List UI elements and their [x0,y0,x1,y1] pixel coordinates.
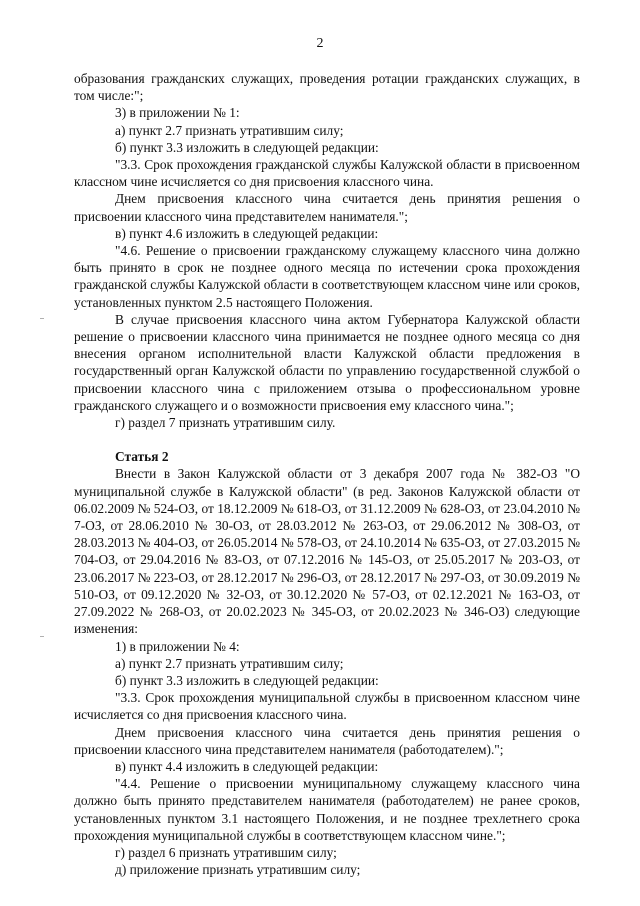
list-item: в) пункт 4.4 изложить в следующей редакции: [115,758,379,774]
list-item: 3) в приложении № 1: [115,105,240,121]
list-item: а) пункт 2.7 признать утратившим силу; [115,655,344,671]
margin-mark [40,318,44,319]
quoted-paragraph: Днем присвоения классного чина считается день принятия решения о присвоении классного чина представителем нанимателя (работодателем)."; [74,724,580,757]
list-item: б) пункт 3.3 изложить в следующей редакции: [115,139,379,155]
paragraph: образования гражданских служащих, проведения ротации гражданских служащих, в том числе:"; [74,71,580,104]
document-body [74,70,580,878]
list-item: б) пункт 3.3 изложить в следующей редакции: [115,672,379,688]
quoted-paragraph: Днем присвоения классного чина считается день принятия решения о присвоении классного чина представителем нанимателя."; [74,191,580,224]
page-number: 2 [316,36,324,51]
quoted-paragraph: В случае присвоения классного чина актом Губернатора Калужской области решение о присвоении классного чина принимается не позднее одного месяца со дня внесения органом исполнительной власти Калужской области предложения в государственный орган Калужской области по управлению государственной службой о присвоении классного чина с приложением отзыва о профессиональном уровне гражданского служащего и о возможности присвоения ему классного чина."; [74,311,580,413]
list-item: 1) в приложении № 4: [115,638,240,654]
quoted-paragraph: "4.6. Решение о присвоении гражданскому служащему классного чина должно быть принято в срок не позднее одного месяца по истечении срока прохождения гражданской службы Калужской области в соответствующем классном чине или сроков, установленных пунктом 2.5 настоящего Положения. [74,243,580,310]
list-item: д) приложение признать утратившим силу; [115,862,361,878]
list-item: г) раздел 6 признать утратившим силу; [115,844,337,860]
quoted-paragraph: "3.3. Срок прохождения гражданской службы Калужской области в присвоенном классном чине исчисляется со дня присвоения классного чина. [74,157,580,190]
paragraph: Внести в Закон Калужской области от 3 декабря 2007 года № 382-ОЗ "О муниципальной службе в Калужской области" (в ред. Законов Калужской области от 06.02.2009 № 524-ОЗ, от 18.12.2009 № 618-ОЗ, от 31.12.2009 № 628-ОЗ, от 23.04.2010 № 7-ОЗ, от 28.06.2010 № 30-ОЗ, от 28.03.2012 № 263-ОЗ, от 29.06.2012 № 308-ОЗ, от 28.03.2013 № 404-ОЗ, от 26.05.2014 № 578-ОЗ, от 24.10.2014 № 635-ОЗ, от 27.03.2015 № 704-ОЗ, от 29.04.2016 № 83-ОЗ, от 07.12.2016 № 145-ОЗ, от 25.05.2017 № 203-ОЗ, от 23.06.2017 № 223-ОЗ, от 28.12.2017 № 296-ОЗ, от 28.12.2017 № 297-ОЗ, от 30.09.2019 № 510-ОЗ, от 09.12.2020 № 32-ОЗ, от 30.12.2020 № 57-ОЗ, от 02.12.2021 № 163-ОЗ, от 27.09.2022 № 268-ОЗ, от 20.02.2023 № 345-ОЗ, от 20.02.2023 № 346-ОЗ) следующие изменения: [74,466,580,637]
quoted-paragraph: "4.4. Решение о присвоении муниципальному служащему классного чина должно быть принято представителем нанимателя (работодателем) не ранее сроков, установленных пунктом 3.1 настоящего Положения, и не позднее трехлетнего срока прохождения муниципальной службы в соответствующем классном чине."; [74,776,580,843]
list-item: в) пункт 4.6 изложить в следующей редакции: [115,225,379,241]
spacer [74,431,580,448]
article-heading: Статья 2 [115,449,169,465]
list-item: а) пункт 2.7 признать утратившим силу; [115,122,344,138]
margin-mark [40,636,44,637]
quoted-paragraph: "3.3. Срок прохождения муниципальной службы в присвоенном классном чине исчисляется со дня присвоения классного чина. [74,690,580,723]
list-item: г) раздел 7 признать утратившим силу. [115,415,336,431]
